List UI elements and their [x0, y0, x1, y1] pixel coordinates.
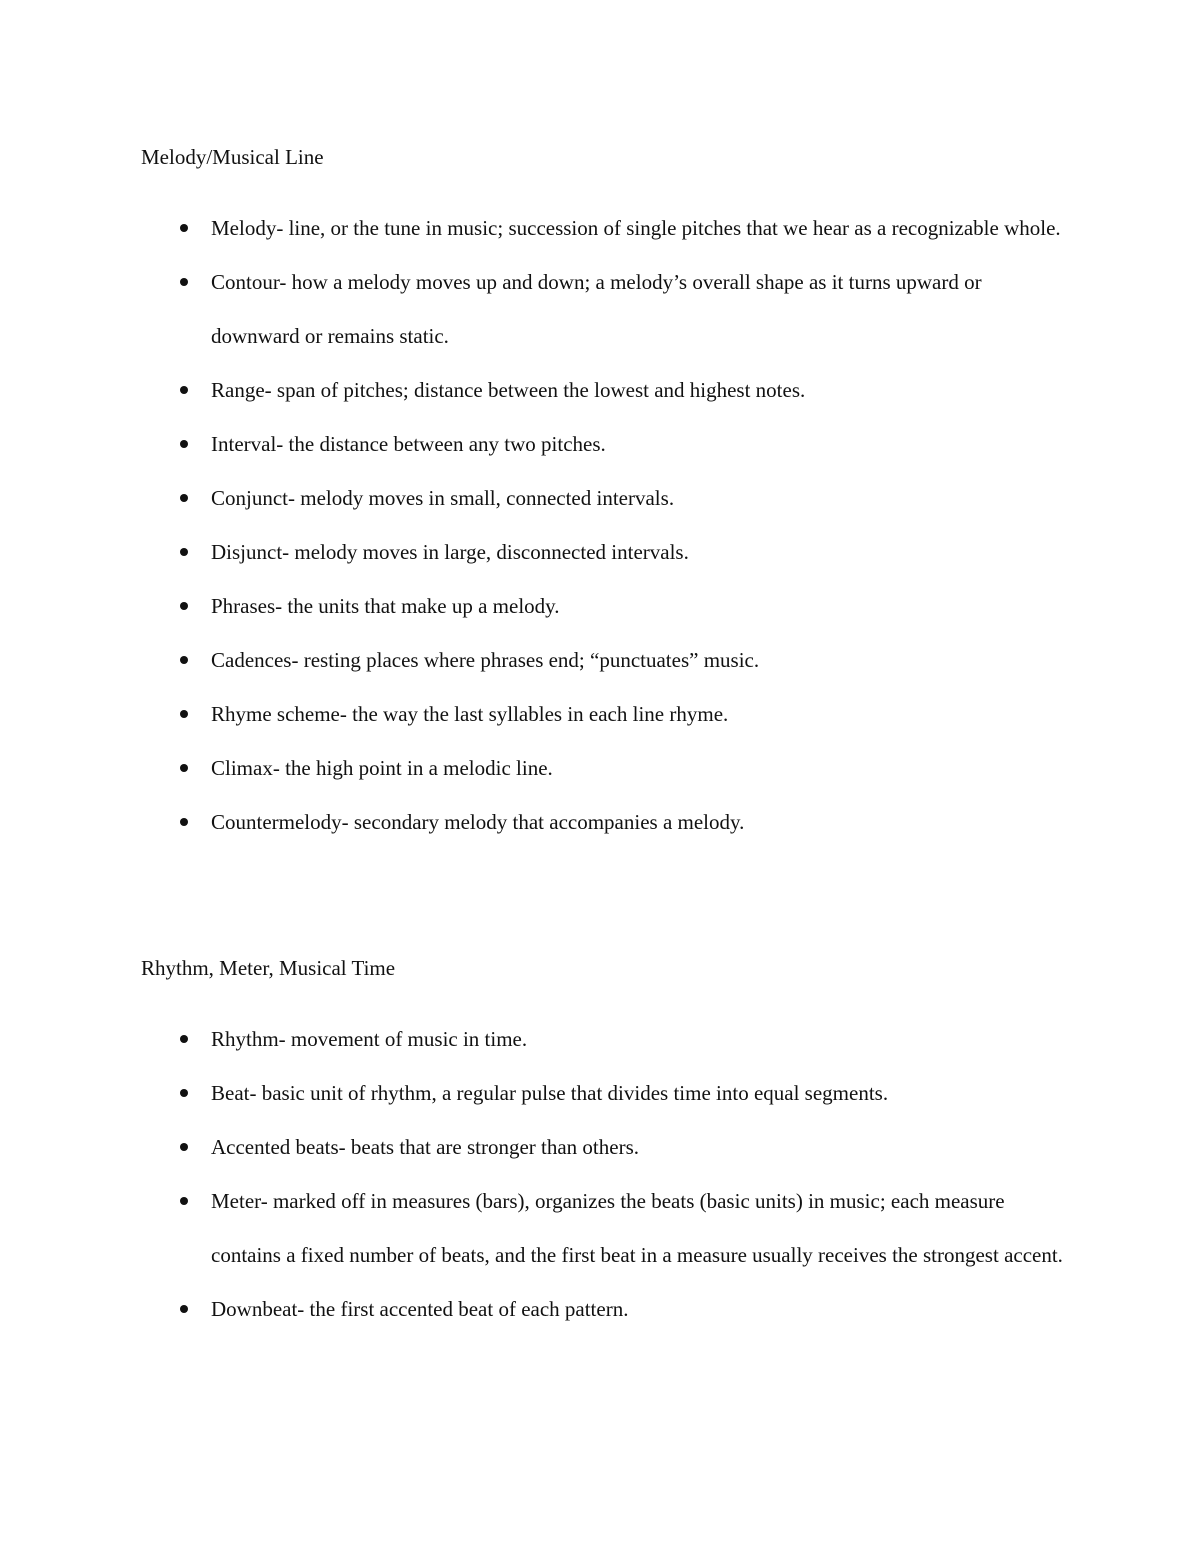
list-item-text: Range- span of pitches; distance between the lowest and highest notes.	[211, 378, 806, 402]
list-item-text: Conjunct- melody moves in small, connected intervals.	[211, 486, 675, 510]
bullet-list	[141, 1012, 1071, 1336]
list-item	[141, 1174, 1071, 1282]
bullet-icon	[180, 440, 188, 448]
list-item	[141, 687, 1071, 741]
bullet-icon	[180, 1197, 188, 1205]
list-item-text: Interval- the distance between any two pitches.	[211, 432, 606, 456]
list-item	[141, 579, 1071, 633]
list-item-text: Downbeat- the first accented beat of each pattern.	[211, 1297, 629, 1321]
list-item-text: Beat- basic unit of rhythm, a regular pulse that divides time into equal segments.	[211, 1081, 889, 1105]
list-item	[141, 363, 1071, 417]
list-item-text: Disjunct- melody moves in large, disconnected intervals.	[211, 540, 689, 564]
list-item	[141, 201, 1071, 255]
list-item	[141, 417, 1071, 471]
section-melody	[141, 147, 1071, 849]
section-heading: Melody/Musical Line	[141, 145, 324, 169]
list-item-text: Climax- the high point in a melodic line.	[211, 756, 553, 780]
section-heading: Rhythm, Meter, Musical Time	[141, 956, 396, 980]
bullet-icon	[180, 818, 188, 826]
list-item	[141, 633, 1071, 687]
bullet-icon	[180, 1089, 188, 1097]
bullet-icon	[180, 602, 188, 610]
list-item-text: Cadences- resting places where phrases end; “punctuates” music.	[211, 648, 760, 672]
list-item	[141, 255, 1071, 363]
list-item-text: Melody- line, or the tune in music; succession of single pitches that we hear as a recognizable whole.	[211, 216, 1061, 240]
list-item-text: Countermelody- secondary melody that accompanies a melody.	[211, 810, 745, 834]
section-rhythm	[141, 958, 1071, 1336]
list-item	[141, 741, 1071, 795]
list-item	[141, 525, 1071, 579]
list-item	[141, 1066, 1071, 1120]
list-item	[141, 795, 1071, 849]
bullet-icon	[180, 764, 188, 772]
list-item-text: Phrases- the units that make up a melody.	[211, 594, 560, 618]
bullet-icon	[180, 1035, 188, 1043]
bullet-icon	[180, 278, 188, 286]
list-item	[141, 1012, 1071, 1066]
list-item-text: Rhyme scheme- the way the last syllables in each line rhyme.	[211, 702, 729, 726]
list-item	[141, 471, 1071, 525]
list-item	[141, 1120, 1071, 1174]
bullet-icon	[180, 224, 188, 232]
bullet-icon	[180, 1305, 188, 1313]
bullet-icon	[180, 656, 188, 664]
bullet-list	[141, 201, 1071, 849]
bullet-icon	[180, 548, 188, 556]
bullet-icon	[180, 710, 188, 718]
bullet-icon	[180, 494, 188, 502]
list-item-text: Meter- marked off in measures (bars), organizes the beats (basic units) in music; each measure contains a fixed number of beats, and the first beat in a measure usually receives the strongest accent.	[211, 1189, 1063, 1267]
bullet-icon	[180, 1143, 188, 1151]
bullet-icon	[180, 386, 188, 394]
list-item-text: Contour- how a melody moves up and down; a melody’s overall shape as it turns upward or downward or remains static.	[211, 270, 982, 348]
list-item-text: Rhythm- movement of music in time.	[211, 1027, 528, 1051]
list-item-text: Accented beats- beats that are stronger than others.	[211, 1135, 639, 1159]
list-item	[141, 1282, 1071, 1336]
